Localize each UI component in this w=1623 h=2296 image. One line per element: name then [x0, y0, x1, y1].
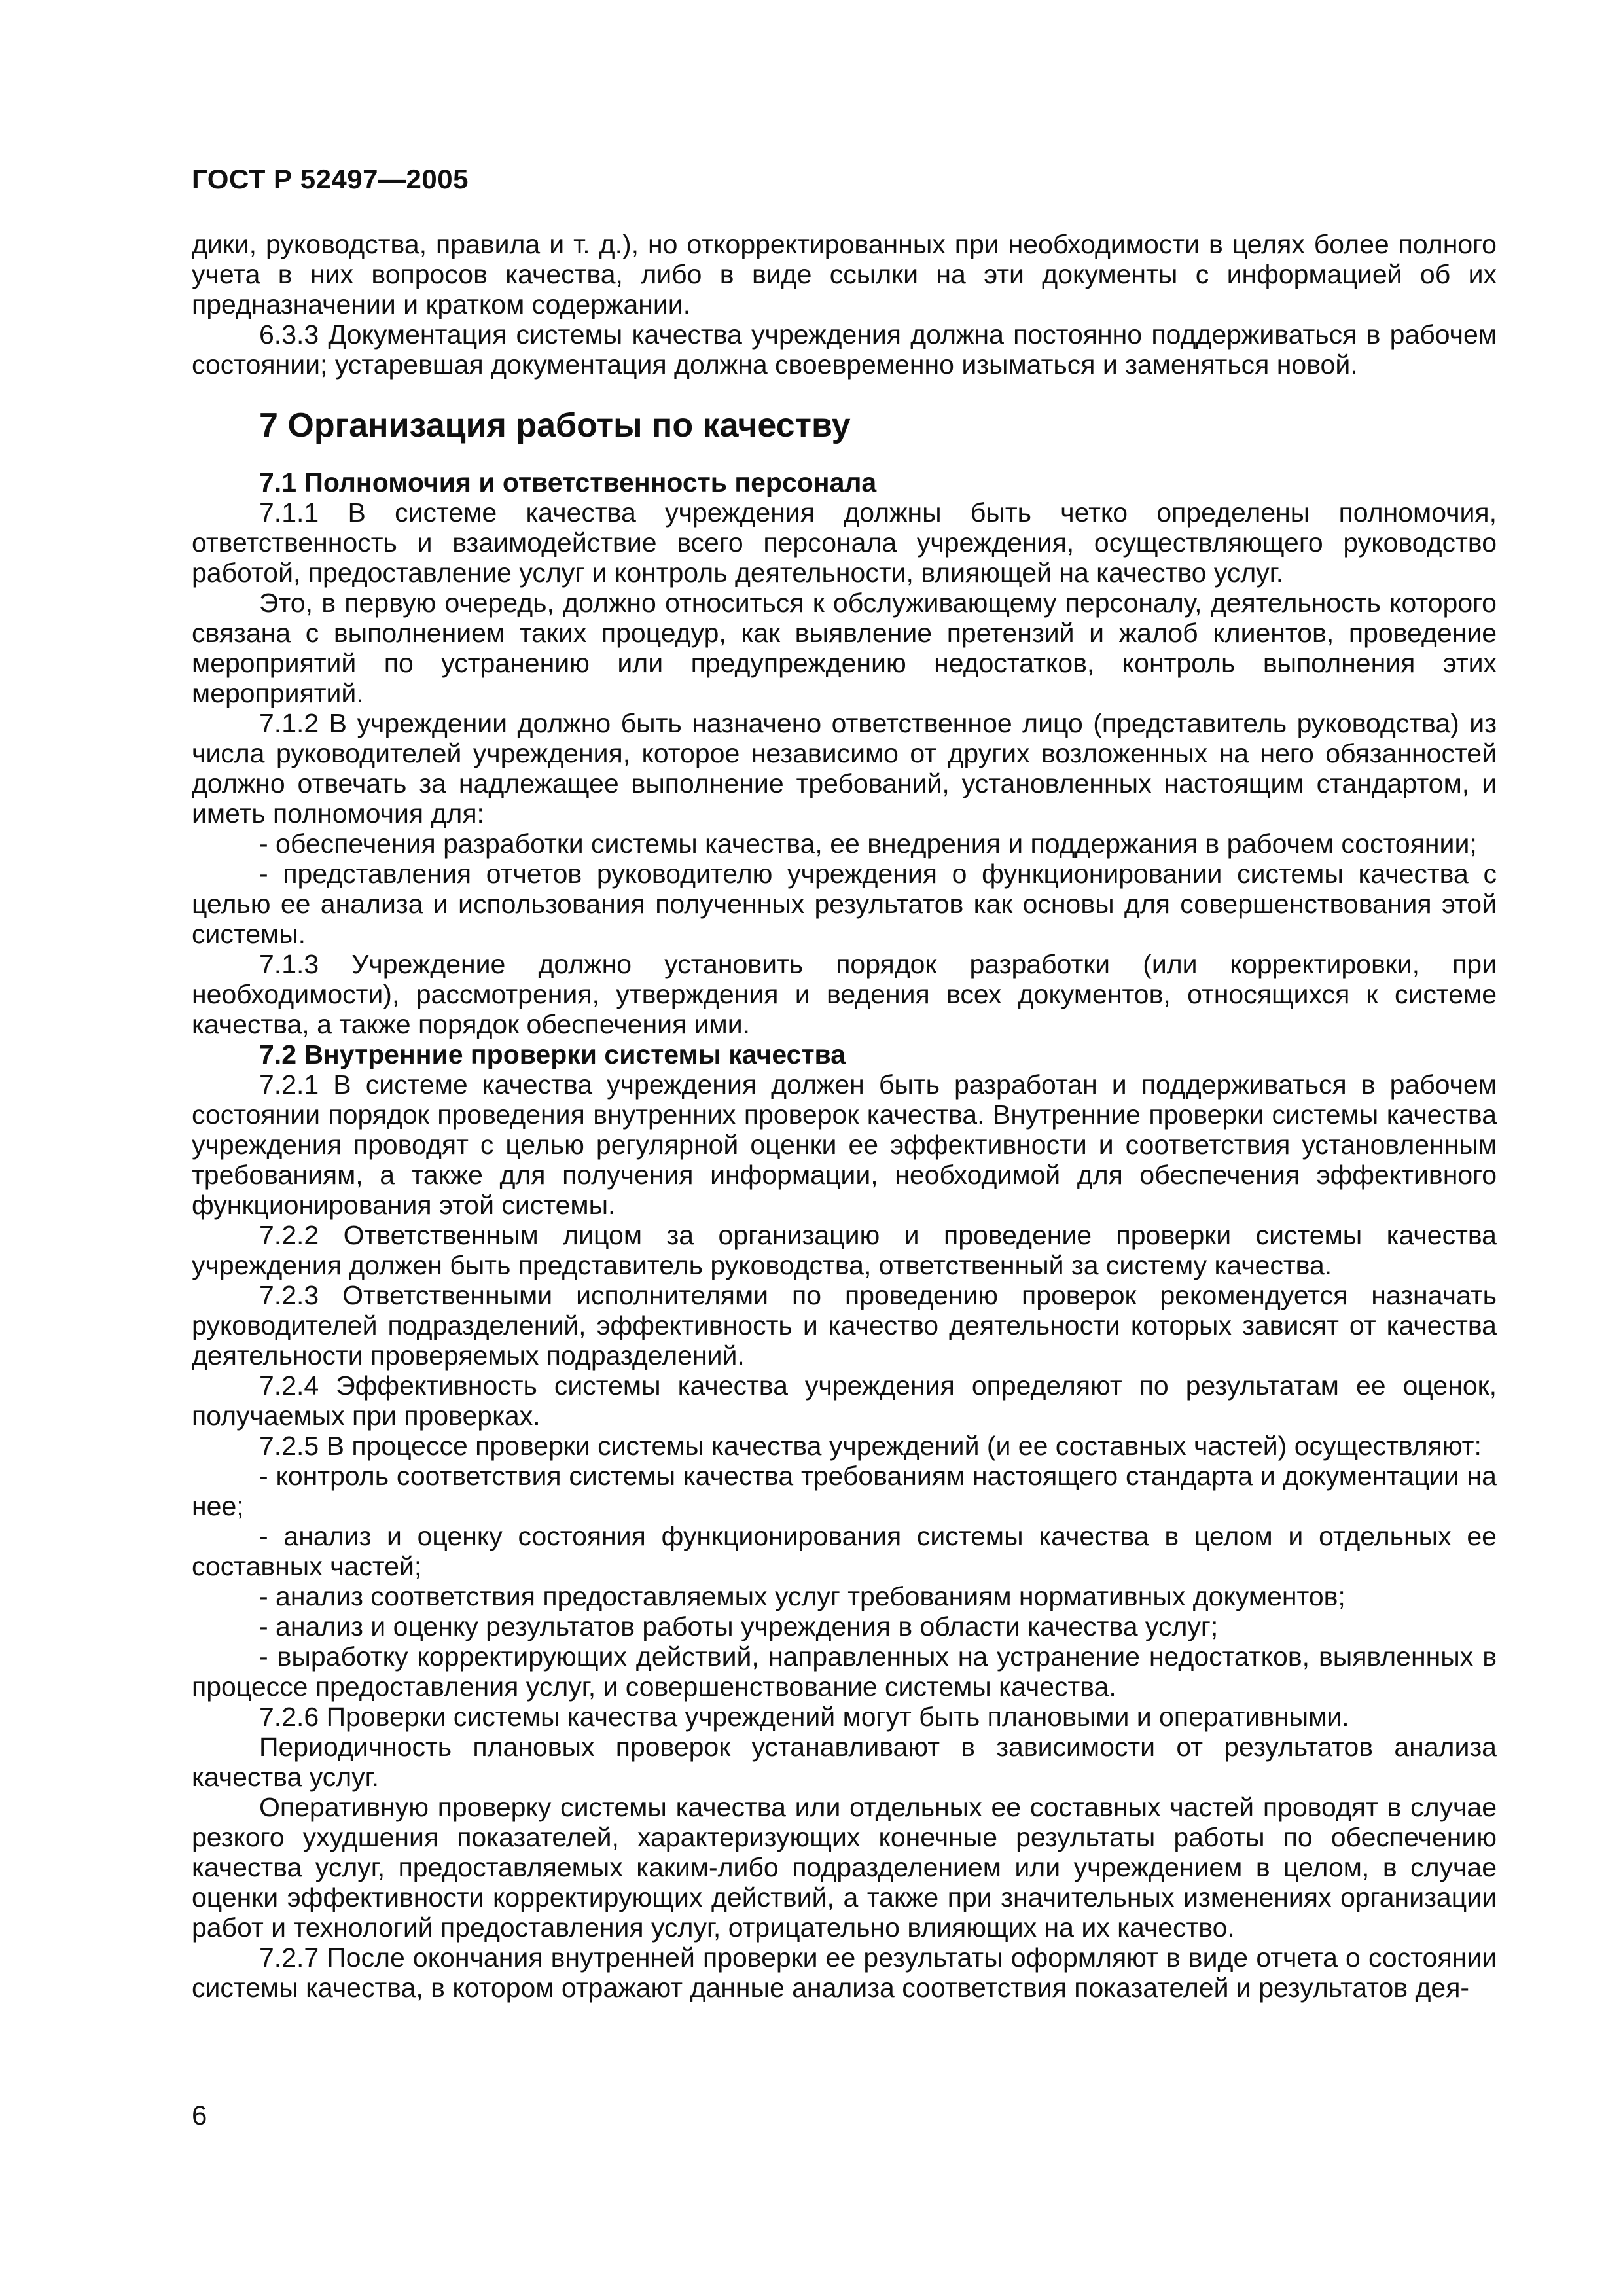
paragraph-7-1-1: 7.1.1 В системе качества учреждения должны быть четко определены полномочия, ответственность и взаимодействие всего персонала учреждения, осуществляющего руководство работой, предоставление услуг и контроль деятельности, влияющей на качество услуг.	[192, 497, 1497, 588]
subsection-7-2-heading: 7.2 Внутренние проверки системы качества	[259, 1039, 846, 1069]
list-item-7-2-5-5: - выработку корректирующих действий, направленных на устранение недостатков, выявленных в процессе предоставления услуг, и совершенствование системы качества.	[192, 1641, 1497, 1702]
paragraph-7-2-4: 7.2.4 Эффективность системы качества учреждения определяют по результатам ее оценок, получаемых при проверках.	[192, 1371, 1497, 1431]
paragraph-7-2-1: 7.2.1 В системе качества учреждения должен быть разработан и поддерживаться в рабочем состоянии порядок проведения внутренних проверок качества. Внутренние проверки системы качества учреждения проводят с целью регулярной оценки ее эффективности и соответствия установленным требованиям, а также для получения информации, необходимой для обеспечения эффективного функционирования этой системы.	[192, 1069, 1497, 1220]
list-item-7-1-2-2: - представления отчетов руководителю учреждения о функционировании системы качества с целью ее анализа и использования полученных результатов как основы для совершенствования этой системы.	[192, 859, 1497, 949]
list-item-7-2-5-3: - анализ соответствия предоставляемых услуг требованиям нормативных документов;	[259, 1581, 1346, 1611]
paragraph-7-2-6-c: Оперативную проверку системы качества или отдельных ее составных частей проводят в случае резкого ухудшения показателей, характеризующих конечные результаты работы по обеспечению качества услуг, предоставляемых каким-либо подразделением или учреждением в целом, в случае оценки эффективности корректирующих действий, а также при значительных изменениях организации работ и технологий предоставления услуг, отрицательно влияющих на их качество.	[192, 1792, 1497, 1943]
list-item-7-2-5-4: - анализ и оценку результатов работы учреждения в области качества услуг;	[259, 1611, 1219, 1641]
paragraph-6-3-3: 6.3.3 Документация системы качества учреждения должна постоянно поддерживаться в рабочем состоянии; устаревшая документация должна своевременно изыматься и заменяться новой.	[192, 319, 1497, 380]
section-7-title: 7 Организация работы по качеству	[259, 406, 851, 444]
paragraph-7-2-5: 7.2.5 В процессе проверки системы качества учреждений (и ее составных частей) осуществляют:	[259, 1431, 1482, 1461]
list-item-7-2-5-1: - контроль соответствия системы качества требованиям настоящего стандарта и документации на нее;	[192, 1461, 1497, 1521]
paragraph-7-2-3: 7.2.3 Ответственными исполнителями по проведению проверок рекомендуется назначать руководителей подразделений, эффективность и качество деятельности которых зависят от качества деятельности проверяемых подразделений.	[192, 1280, 1497, 1371]
paragraph-7-2-6-b: Периодичность плановых проверок устанавливают в зависимости от результатов анализа качества услуг.	[192, 1732, 1497, 1792]
list-item-7-2-5-2: - анализ и оценку состояния функционирования системы качества в целом и отдельных ее составных частей;	[192, 1521, 1497, 1581]
paragraph-7-2-7: 7.2.7 После окончания внутренней проверки ее результаты оформляют в виде отчета о состоянии системы качества, в котором отражают данные анализа соответствия показателей и результатов дея-	[192, 1943, 1497, 2003]
paragraph-7-2-2: 7.2.2 Ответственным лицом за организацию и проведение проверки системы качества учреждения должен быть представитель руководства, ответственный за систему качества.	[192, 1220, 1497, 1280]
document-header: ГОСТ Р 52497—2005	[192, 164, 469, 194]
paragraph-7-1-1-b: Это, в первую очередь, должно относиться к обслуживающему персоналу, деятельность которого связана с выполнением таких процедур, как выявление претензий и жалоб клиентов, проведение мероприятий по устранению или предупреждению недостатков, контроль выполнения этих мероприятий.	[192, 588, 1497, 708]
paragraph-continuation: дики, руководства, правила и т. д.), но откорректированных при необходимости в целях более полного учета в них вопросов качества, либо в виде ссылки на эти документы с информацией об их предназначении и кратком содержании.	[192, 229, 1497, 319]
list-item-7-1-2-1: - обеспечения разработки системы качества, ее внедрения и поддержания в рабочем состоянии;	[259, 829, 1477, 859]
page-number: 6	[192, 2100, 207, 2130]
paragraph-7-1-2: 7.1.2 В учреждении должно быть назначено ответственное лицо (представитель руководства) из числа руководителей учреждения, которое независимо от других возложенных на него обязанностей должно отвечать за надлежащее выполнение требований, установленных настоящим стандартом, и иметь полномочия для:	[192, 708, 1497, 829]
subsection-7-1-heading: 7.1 Полномочия и ответственность персонала	[259, 467, 877, 497]
paragraph-7-2-6: 7.2.6 Проверки системы качества учреждений могут быть плановыми и оперативными.	[259, 1702, 1349, 1732]
paragraph-7-1-3: 7.1.3 Учреждение должно установить порядок разработки (или корректировки, при необходимости), рассмотрения, утверждения и ведения всех документов, относящихся к системе качества, а также порядок обеспечения ими.	[192, 949, 1497, 1039]
document-body	[192, 229, 1497, 2003]
